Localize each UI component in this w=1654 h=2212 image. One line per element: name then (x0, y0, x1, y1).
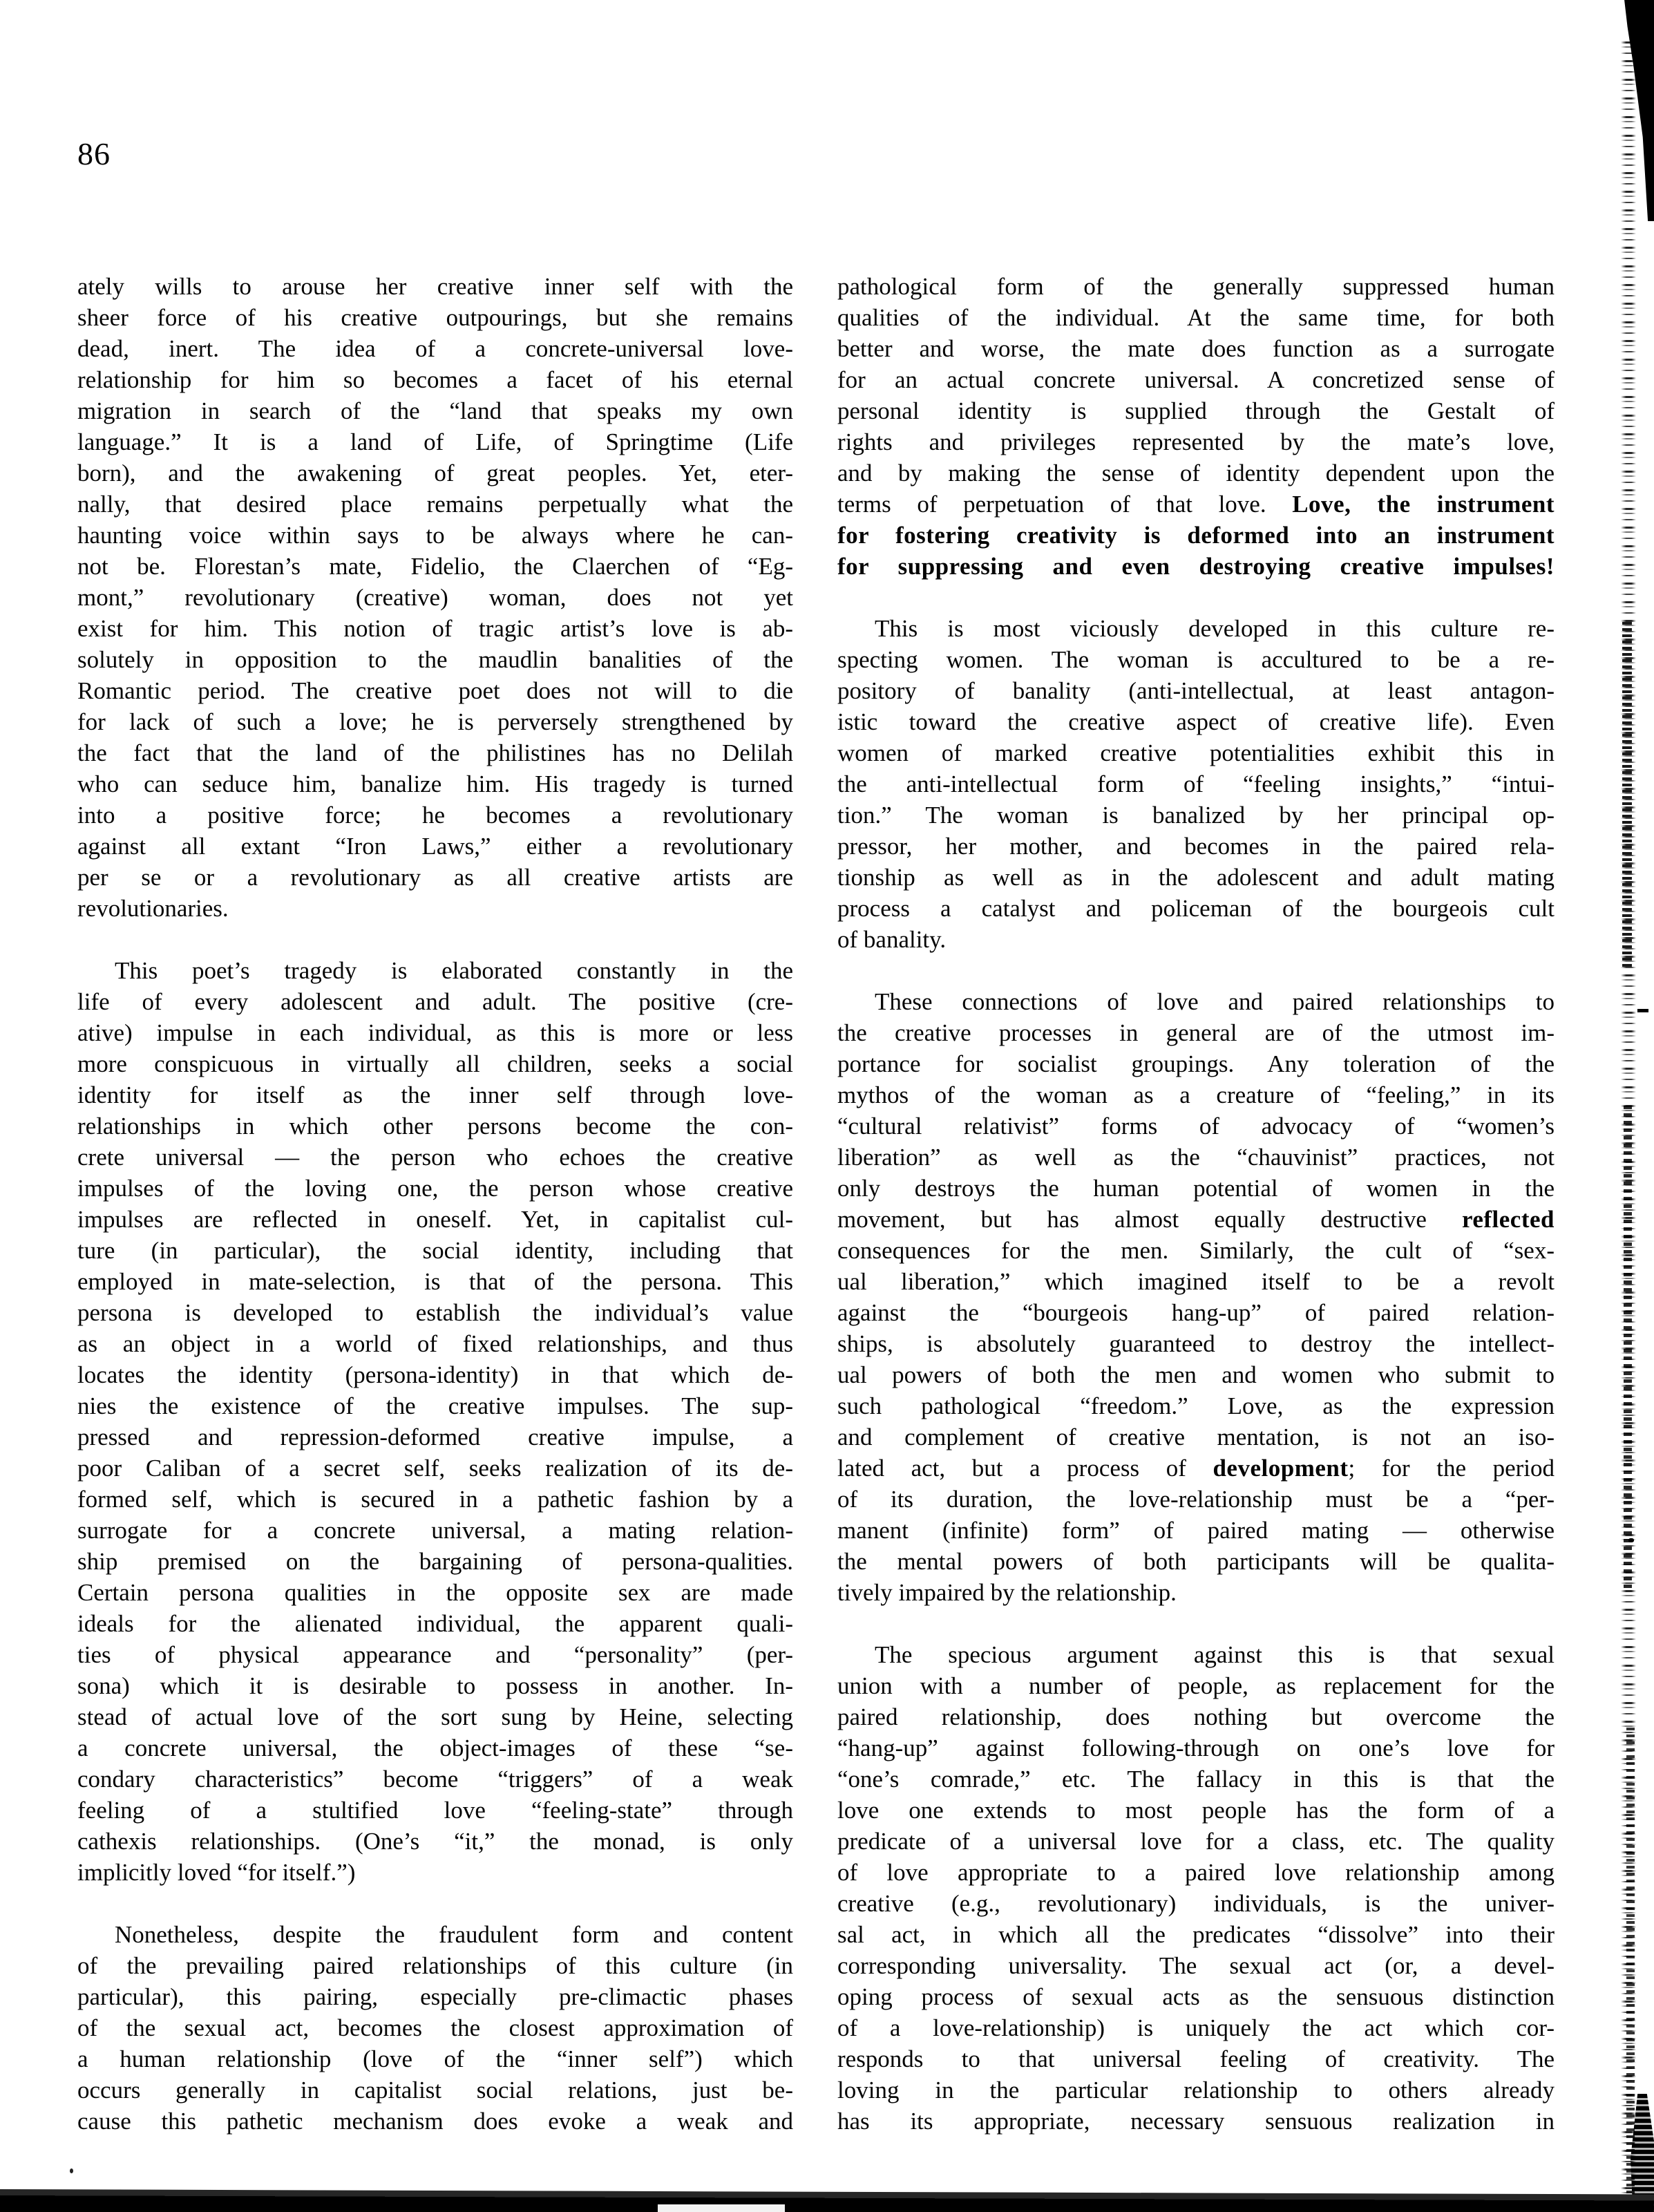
text-line: rights and privileges represented by the mate’s love, (837, 428, 1555, 455)
paragraph (77, 271, 793, 924)
text-line: surrogate for a concrete universal, a mating relation- (77, 1517, 793, 1544)
text-line: union with a number of people, as replacement for the (837, 1672, 1555, 1699)
scan-artifact-bottom-bar (0, 2189, 1654, 2212)
scan-artifact-bottom-right-blob (1631, 2094, 1654, 2212)
text-line: mont,” revolutionary (creative) woman, does not yet (77, 584, 793, 611)
text-line: cause this pathetic mechanism does evoke a weak and (77, 2108, 793, 2135)
text-line: creative (e.g., revolutionary) individuals, is the univer- (837, 1890, 1555, 1917)
text-line: employed in mate-selection, is that of the persona. This (77, 1268, 793, 1295)
text-line: personal identity is supplied through the Gestalt of (837, 397, 1555, 424)
text-line: has its appropriate, necessary sensuous realization in (837, 2108, 1555, 2135)
text-line: and by making the sense of identity dependent upon the (837, 460, 1555, 486)
text-line: liberation” as well as the “chauvinist” practices, not (837, 1144, 1555, 1171)
text-line: women of marked creative potentialities exhibit this in (837, 739, 1555, 766)
text-line: the mental powers of both participants will be qualita- (837, 1548, 1555, 1575)
text-line: a concrete universal, the object-images of these “se- (77, 1734, 793, 1761)
text-line: relationship for him so becomes a facet of his eternal (77, 366, 793, 393)
text-line: life of every adolescent and adult. The positive (cre- (77, 988, 793, 1015)
text-line: nally, that desired place remains perpetually what the (77, 491, 793, 518)
text-line: the creative processes in general are of the utmost im- (837, 1019, 1555, 1046)
text-line: as an object in a world of fixed relationships, and thus (77, 1330, 793, 1357)
text-line: ative) impulse in each individual, as this is more or less (77, 1019, 793, 1046)
paragraph (77, 955, 793, 1888)
text-line: for an actual concrete universal. A concretized sense of (837, 366, 1555, 393)
text-line: against the “bourgeois hang-up” of paired relation- (837, 1299, 1555, 1326)
scan-artifact-bottom-bar-notch (658, 2204, 785, 2212)
text-line: Nonetheless, despite the fraudulent form and content (115, 1921, 793, 1948)
text-line: per se or a revolutionary as all creative artists are (77, 864, 793, 891)
text-line: of banality. (837, 926, 947, 953)
text-line: “one’s comrade,” etc. The fallacy in this is that the (837, 1766, 1555, 1793)
text-line: relationships in which other persons become the con- (77, 1113, 793, 1140)
scan-artifact-right-edge-dense (1626, 1728, 1635, 2204)
text-line: formed self, which is secured in a pathetic fashion by a (77, 1486, 793, 1513)
page-number: 86 (77, 136, 111, 171)
text-line: language.” It is a land of Life, of Springtime (Life (77, 428, 793, 455)
text-line: such pathological “freedom.” Love, as the expression (837, 1392, 1555, 1419)
text-line: tively impaired by the relationship. (837, 1579, 1177, 1606)
text-line: specting women. The woman is accultured to be a re- (837, 646, 1555, 673)
text-line: stead of actual love of the sort sung by Heine, selecting (77, 1703, 793, 1730)
text-line: This is most viciously developed in this culture re- (875, 615, 1555, 642)
text-line: terms of perpetuation of that love. Love, the instrument (837, 491, 1555, 518)
text-line: for lack of such a love; he is perversely strengthened by (77, 708, 793, 735)
text-line: impulses are reflected in oneself. Yet, in capitalist cul- (77, 1206, 793, 1233)
text-line: only destroys the human potential of women in the (837, 1175, 1555, 1202)
text-line: particular), this pairing, especially pre-climactic phases (77, 1983, 793, 2010)
right-column (837, 271, 1555, 2137)
paragraph (837, 986, 1555, 1608)
text-line: migration in search of the “land that speaks my own (77, 397, 793, 424)
paragraph (837, 613, 1555, 955)
text-line: implicitly loved “for itself.”) (77, 1859, 356, 1886)
text-line: Romantic period. The creative poet does not will to die (77, 677, 793, 704)
text-line: ual powers of both the men and women who submit to (837, 1361, 1555, 1388)
text-line: more conspicuous in virtually all children, seeks a social (77, 1050, 793, 1077)
text-line: for suppressing and even destroying creative impulses! (837, 553, 1555, 580)
text-line: condary characteristics” become “triggers” of a weak (77, 1766, 793, 1793)
text-line: pository of banality (anti-intellectual, at least antagon- (837, 677, 1555, 704)
text-line: love one extends to most people has the form of a (837, 1797, 1555, 1824)
text-line: “cultural relativist” forms of advocacy of “women’s (837, 1113, 1555, 1140)
text-line: pathological form of the generally suppressed human (837, 273, 1555, 300)
text-line: Certain persona qualities in the opposite sex are made (77, 1579, 793, 1606)
text-line: poor Caliban of a secret self, seeks realization of its de- (77, 1455, 793, 1482)
text-line: a human relationship (love of the “inner self”) which (77, 2045, 793, 2072)
paragraph (837, 271, 1555, 582)
scan-speck (1646, 32, 1653, 37)
text-line: ately wills to arouse her creative inner self with the (77, 273, 793, 300)
text-line: portance for socialist groupings. Any toleration of the (837, 1050, 1555, 1077)
text-line: The specious argument against this is that sexual (875, 1641, 1555, 1668)
text-line: ship premised on the bargaining of persona-qualities. (77, 1548, 793, 1575)
text-line: of a love-relationship) is uniquely the act which cor- (837, 2014, 1555, 2041)
text-line: This poet’s tragedy is elaborated constantly in the (115, 957, 793, 984)
text-line: ual liberation,” which imagined itself to be a revolt (837, 1268, 1555, 1295)
text-line: sal act, in which all the predicates “dissolve” into their (837, 1921, 1555, 1948)
text-line: “hang-up” against following-through on one’s love for (837, 1734, 1555, 1761)
text-line: haunting voice within says to be always where he can- (77, 522, 793, 549)
text-line: cathexis relationships. (One’s “it,” the monad, is only (77, 1828, 793, 1855)
text-line: for fostering creativity is deformed into an instrument (837, 522, 1555, 549)
text-line: persona is developed to establish the individual’s value (77, 1299, 793, 1326)
text-line: pressed and repression-deformed creative impulse, a (77, 1424, 793, 1450)
scan-artifact-top-right-wedge (1603, 0, 1654, 221)
text-line: of the prevailing paired relationships of this culture (in (77, 1952, 793, 1979)
text-line: impulses of the loving one, the person whose creative (77, 1175, 793, 1202)
text-line: ships, is absolutely guaranteed to destroy the intellect- (837, 1330, 1555, 1357)
text-line: tion.” The woman is banalized by her principal op- (837, 802, 1555, 829)
left-column (77, 271, 793, 2137)
text-line: lated act, but a process of development; for the period (837, 1455, 1555, 1482)
text-line: oping process of sexual acts as the sensuous distinction (837, 1983, 1555, 2010)
text-line: istic toward the creative aspect of creative life). Even (837, 708, 1555, 735)
text-line: sona) which it is desirable to possess in another. In- (77, 1672, 793, 1699)
text-line: of its duration, the love-relationship must be a “per- (837, 1486, 1555, 1513)
text-line: not be. Florestan’s mate, Fidelio, the Claerchen of “Eg- (77, 553, 793, 580)
paragraph (837, 1639, 1555, 2137)
text-line: exist for him. This notion of tragic artist’s love is ab- (77, 615, 793, 642)
text-line: These connections of love and paired relationships to (875, 988, 1555, 1015)
scan-artifact-right-edge-dense (1624, 1106, 1632, 1589)
text-line: nies the existence of the creative impulses. The sup- (77, 1392, 793, 1419)
text-line: who can seduce him, banalize him. His tragedy is turned (77, 771, 793, 797)
text-line: movement, but has almost equally destructive reflected (837, 1206, 1555, 1233)
text-line: of love appropriate to a paired love relationship among (837, 1859, 1555, 1886)
text-line: crete universal — the person who echoes the creative (77, 1144, 793, 1171)
text-line: corresponding universality. The sexual act (or, a devel- (837, 1952, 1555, 1979)
text-line: and complement of creative mentation, is not an iso- (837, 1424, 1555, 1450)
text-line: predicate of a universal love for a class, etc. The quality (837, 1828, 1555, 1855)
scan-artifact-right-edge-band (1621, 41, 1636, 2212)
text-line: tionship as well as in the adolescent and adult mating (837, 864, 1555, 891)
text-line: locates the identity (persona-identity) in that which de- (77, 1361, 793, 1388)
text-line: responds to that universal feeling of creativity. The (837, 2045, 1555, 2072)
text-line: dead, inert. The idea of a concrete-universal love- (77, 335, 793, 362)
text-line: consequences for the men. Similarly, the cult of “sex- (837, 1237, 1555, 1264)
text-line: paired relationship, does nothing but overcome the (837, 1703, 1555, 1730)
text-line: process a catalyst and policeman of the bourgeois cult (837, 895, 1555, 922)
text-line: the fact that the land of the philistines has no Delilah (77, 739, 793, 766)
text-line: mythos of the woman as a creature of “feeling,” in its (837, 1081, 1555, 1108)
scan-artifact-right-edge-dense (1622, 622, 1632, 967)
text-line: better and worse, the mate does function as a surrogate (837, 335, 1555, 362)
text-line: ture (in particular), the social identity, including that (77, 1237, 793, 1264)
paragraph (77, 1919, 793, 2137)
text-line: pressor, her mother, and becomes in the paired rela- (837, 833, 1555, 860)
text-line: the anti-intellectual form of “feeling insights,” “intui- (837, 771, 1555, 797)
text-line: feeling of a stultified love “feeling-state” through (77, 1797, 793, 1824)
scan-speck (70, 2168, 73, 2173)
scan-speck (1628, 1538, 1634, 1542)
scan-speck (1637, 1009, 1648, 1012)
text-line: manent (infinite) form” of paired mating — otherwise (837, 1517, 1555, 1544)
text-line: of the sexual act, becomes the closest approximation of (77, 2014, 793, 2041)
text-line: ideals for the alienated individual, the apparent quali- (77, 1610, 793, 1637)
text-line: identity for itself as the inner self through love- (77, 1081, 793, 1108)
text-line: against all extant “Iron Laws,” either a revolutionary (77, 833, 793, 860)
text-line: sheer force of his creative outpourings, but she remains (77, 304, 793, 331)
text-line: born), and the awakening of great peoples. Yet, eter- (77, 460, 793, 486)
text-line: solutely in opposition to the maudlin banalities of the (77, 646, 793, 673)
text-line: qualities of the individual. At the same time, for both (837, 304, 1555, 331)
text-line: loving in the particular relationship to others already (837, 2077, 1555, 2104)
text-line: revolutionaries. (77, 895, 229, 922)
text-line: occurs generally in capitalist social relations, just be- (77, 2077, 793, 2104)
text-line: into a positive force; he becomes a revolutionary (77, 802, 793, 829)
text-line: ties of physical appearance and “personality” (per- (77, 1641, 793, 1668)
